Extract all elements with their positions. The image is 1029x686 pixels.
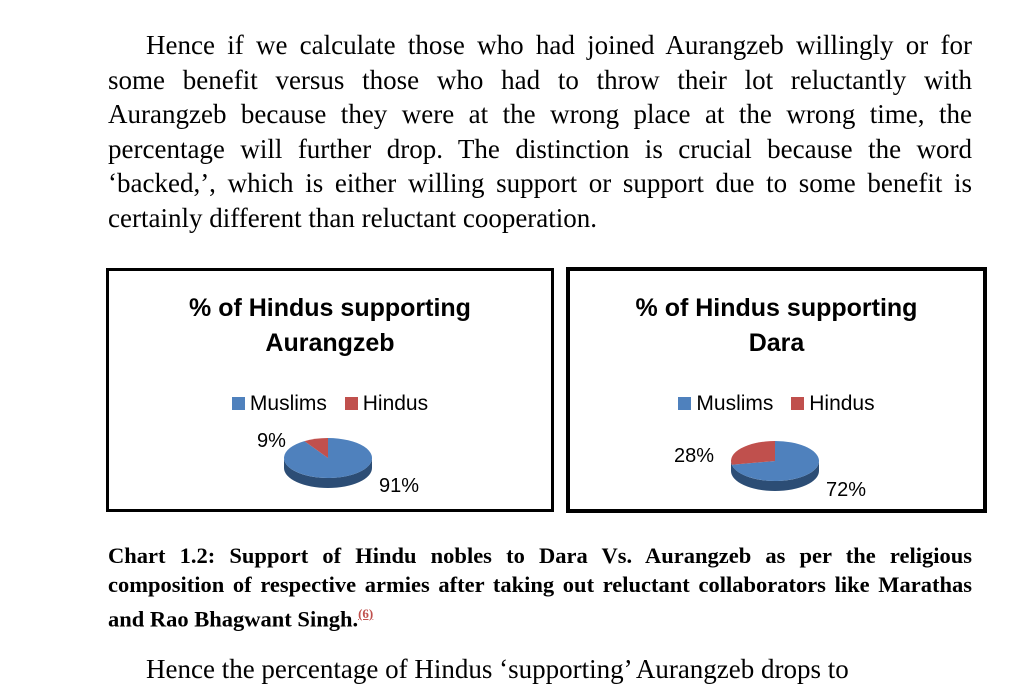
legend-label-muslims: Muslims [696, 392, 774, 415]
data-label-hindus: 28% [674, 445, 715, 467]
chart-title-line2: Dara [748, 329, 805, 357]
chart-title-line2: Aurangzeb [265, 329, 395, 357]
data-label-muslims: 91% [379, 475, 420, 497]
chart-legend [570, 392, 983, 416]
chart-title [570, 291, 983, 361]
legend-item-hindus [345, 392, 428, 416]
legend-item-hindus [791, 392, 874, 416]
legend-swatch-hindus [345, 397, 358, 410]
chart-title [109, 291, 551, 361]
pie-chart [284, 436, 384, 496]
data-label-muslims: 72% [826, 479, 867, 501]
caption-text: Chart 1.2: Support of Hindu nobles to Dara Vs. Aurangzeb as per the religious composition of respective armies after taking out reluctant collaborators like Marathas and Rao Bhagwant Singh. [108, 543, 972, 632]
figure-caption [108, 541, 972, 634]
legend-swatch-muslims [232, 397, 245, 410]
chart-title-line1: % of Hindus supporting [189, 294, 471, 322]
pie-chart [731, 439, 831, 499]
legend-swatch-hindus [791, 397, 804, 410]
pie-slice-hindus [731, 441, 775, 465]
legend-label-muslims: Muslims [249, 392, 327, 415]
data-label-hindus: 9% [257, 430, 286, 452]
chart-legend [109, 392, 551, 416]
legend-label-hindus: Hindus [809, 392, 875, 415]
legend-swatch-muslims [678, 397, 691, 410]
chart-title-line1: % of Hindus supporting [635, 294, 918, 322]
legend-item-muslims [232, 392, 327, 416]
legend-label-hindus: Hindus [362, 392, 429, 415]
body-paragraph-next: Hence the percentage of Hindus ‘supporting’ Aurangzeb drops to [146, 654, 849, 684]
body-paragraph: Hence if we calculate those who had joined Aurangzeb willingly or for some benefit versus those who had to throw their lot reluctantly with Aurangzeb because they were at the wrong place at the wrong time, the percentage will further drop. The distinction is crucial because the word ‘backed,’, which is either willing support or support due to some benefit is certainly different than reluctant cooperation. [108, 30, 972, 233]
chart-aurangzeb [106, 268, 554, 512]
legend-item-muslims [678, 392, 773, 416]
footnote-link[interactable]: (6) [358, 606, 374, 621]
chart-dara [566, 267, 987, 513]
